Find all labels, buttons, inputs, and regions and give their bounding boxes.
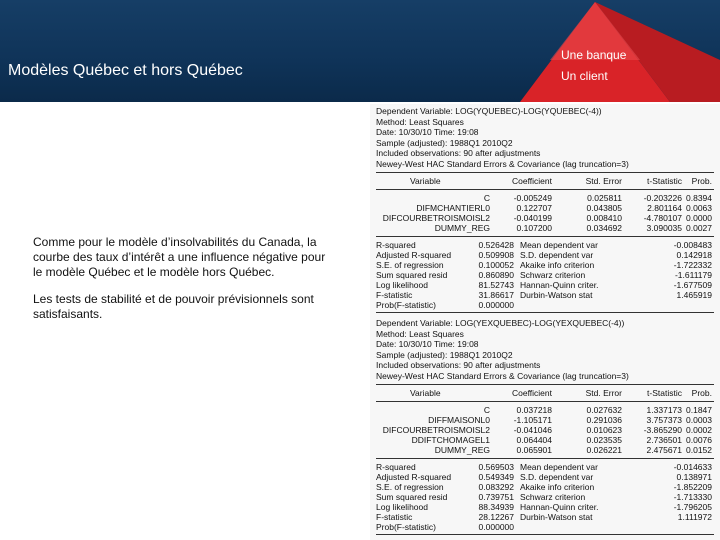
table-rule xyxy=(376,189,714,190)
column-header: Std. Error xyxy=(585,388,622,398)
table-cell: 0.008410 xyxy=(586,213,622,223)
table-cell: 0.1847 xyxy=(686,405,712,415)
table-cell: 2.475671 xyxy=(646,445,682,455)
variable-name-cell: DIFCOURBETROISMOISL2 xyxy=(382,425,490,435)
stat-label: Akaike info criterion xyxy=(520,482,595,492)
table-cell: -0.203226 xyxy=(643,193,682,203)
table-cell: 0.065901 xyxy=(516,445,552,455)
table-rule xyxy=(376,172,714,173)
stat-label: S.D. dependent var xyxy=(520,472,594,482)
output-header-line: Newey-West HAC Standard Errors & Covariance (lag truncation=3) xyxy=(376,370,629,381)
regression-output-hors-quebec xyxy=(370,316,720,540)
column-header: Std. Error xyxy=(585,176,622,186)
output-header-line: Method: Least Squares xyxy=(376,116,464,127)
stat-value: 0.000000 xyxy=(478,522,514,532)
stat-value: 0.569503 xyxy=(478,462,514,472)
stat-label: Mean dependent var xyxy=(520,240,598,250)
output-header-line: Dependent Variable: LOG(YQUEBEC)-LOG(YQUEBEC(-4)) xyxy=(376,106,602,116)
stat-value: 31.86617 xyxy=(478,290,514,300)
table-cell: 0.8394 xyxy=(686,193,712,203)
output-header-line: Newey-West HAC Standard Errors & Covariance (lag truncation=3) xyxy=(376,158,629,169)
variable-name-cell: C xyxy=(483,193,490,203)
column-header: t-Statistic xyxy=(647,176,682,186)
stat-value: -0.008483 xyxy=(673,240,712,250)
stat-label: F-statistic xyxy=(376,290,413,300)
table-cell: 0.027632 xyxy=(586,405,622,415)
stat-label: Akaike info criterion xyxy=(520,260,595,270)
regression-output-quebec xyxy=(370,104,720,316)
stat-value: 0.083292 xyxy=(478,482,514,492)
table-cell: 0.023535 xyxy=(586,435,622,445)
stat-value: 0.549349 xyxy=(478,472,514,482)
output-header-line: Included observations: 90 after adjustments xyxy=(376,360,541,370)
column-header: Variable xyxy=(410,176,441,186)
stat-value: 0.142918 xyxy=(676,250,712,260)
table-cell: 0.0063 xyxy=(686,203,712,213)
stat-label: R-squared xyxy=(376,240,416,250)
stat-label: S.E. of regression xyxy=(376,482,444,492)
stat-label: Adjusted R-squared xyxy=(376,250,452,260)
output-header-line: Date: 10/30/10 Time: 19:08 xyxy=(376,339,479,349)
column-header: Prob. xyxy=(691,176,712,186)
tagline-client: Un client xyxy=(561,69,608,83)
stat-label: Log likelihood xyxy=(376,280,428,290)
variable-name-cell: DIFFMAISONL0 xyxy=(428,415,490,425)
stat-label: Log likelihood xyxy=(376,502,428,512)
page-title: Modèles Québec et hors Québec xyxy=(8,62,243,79)
stat-label: Hannan-Quinn criter. xyxy=(520,502,599,512)
table-cell: 0.037218 xyxy=(516,405,552,415)
table-cell: -0.005249 xyxy=(513,193,552,203)
stat-value: 0.100052 xyxy=(478,260,514,270)
variable-name-cell: DUMMY_REG xyxy=(434,445,490,455)
table-cell: 0.010623 xyxy=(586,425,622,435)
table-cell: 0.034692 xyxy=(586,223,622,233)
stat-value: 0.138971 xyxy=(676,472,712,482)
tagline-bank: Une banque xyxy=(561,48,627,62)
paragraph-stability: Les tests de stabilité et de pouvoir prévisionnels sont satisfaisants. xyxy=(33,292,314,321)
stat-label: Schwarz criterion xyxy=(520,492,586,502)
variable-name-cell: C xyxy=(483,405,490,415)
table-cell: 0.291036 xyxy=(586,415,622,425)
stat-value: 0.860890 xyxy=(478,270,514,280)
table-cell: 3.757373 xyxy=(646,415,682,425)
stat-value: 0.739751 xyxy=(478,492,514,502)
table-cell: 0.107200 xyxy=(516,223,552,233)
table-cell: 1.337173 xyxy=(646,405,682,415)
table-cell: 0.025811 xyxy=(587,193,622,203)
table-cell: -0.041046 xyxy=(513,425,552,435)
output-header-line: Included observations: 90 after adjustments xyxy=(376,148,541,158)
variable-name-cell: DDIFTCHOMAGEL1 xyxy=(411,435,490,445)
output-header-line: Method: Least Squares xyxy=(376,328,464,339)
stat-label: S.D. dependent var xyxy=(520,250,594,260)
stat-label: Sum squared resid xyxy=(376,270,448,280)
stat-value: 0.509908 xyxy=(478,250,514,260)
table-rule xyxy=(376,236,714,237)
variable-name-cell: DIFMCHANTIERL0 xyxy=(416,203,490,213)
table-cell: 0.122707 xyxy=(516,203,552,213)
column-header: Prob. xyxy=(691,388,712,398)
stat-value: -1.677509 xyxy=(673,280,712,290)
table-cell: -4.780107 xyxy=(643,213,682,223)
stat-label: R-squared xyxy=(376,462,416,472)
stat-value: -1.722332 xyxy=(673,260,712,270)
stat-label: Sum squared resid xyxy=(376,492,448,502)
table-cell: 0.0003 xyxy=(686,415,712,425)
stat-label: S.E. of regression xyxy=(376,260,444,270)
stat-value: -1.796205 xyxy=(673,502,712,512)
table-cell: -3.865290 xyxy=(643,425,682,435)
stat-label: Prob(F-statistic) xyxy=(376,522,436,532)
table-rule xyxy=(376,384,714,385)
stat-label: Durbin-Watson stat xyxy=(520,512,593,522)
stat-value: 1.111972 xyxy=(677,512,712,522)
stat-label: F-statistic xyxy=(376,512,413,522)
table-cell: 2.801164 xyxy=(647,203,682,213)
table-rule xyxy=(376,534,714,535)
table-cell: 0.026221 xyxy=(586,445,622,455)
table-cell: 0.0000 xyxy=(686,213,712,223)
table-cell: -0.040199 xyxy=(513,213,552,223)
stat-value: -1.852209 xyxy=(673,482,712,492)
table-rule xyxy=(376,401,714,402)
column-header: Coefficient xyxy=(511,176,552,186)
stat-value: 88.34939 xyxy=(478,502,514,512)
table-cell: 0.064404 xyxy=(516,435,552,445)
stat-value: -1.713330 xyxy=(673,492,712,502)
table-rule xyxy=(376,312,714,313)
table-cell: 0.0076 xyxy=(686,435,712,445)
table-cell: 3.090035 xyxy=(646,223,682,233)
variable-name-cell: DIFCOURBETROISMOISL2 xyxy=(382,213,490,223)
table-cell: -1.105171 xyxy=(513,415,552,425)
stat-value: -0.014633 xyxy=(673,462,712,472)
output-header-line: Dependent Variable: LOG(YEXQUEBEC)-LOG(YEXQUEBEC(-4)) xyxy=(376,318,625,328)
paragraph-interest-rate: Comme pour le modèle d’insolvabilités du Canada, la courbe des taux d’intérêt a une influence négative pour le modèle Québec et le modèle hors Québec. xyxy=(33,235,326,279)
column-header: Coefficient xyxy=(511,388,552,398)
stat-label: Schwarz criterion xyxy=(520,270,586,280)
stat-value: 28.12267 xyxy=(478,512,514,522)
stat-label: Durbin-Watson stat xyxy=(520,290,593,300)
column-header: t-Statistic xyxy=(647,388,682,398)
column-header: Variable xyxy=(410,388,441,398)
table-cell: 0.043805 xyxy=(586,203,622,213)
stat-value: 81.52743 xyxy=(478,280,514,290)
table-cell: 0.0027 xyxy=(686,223,712,233)
output-header-line: Sample (adjusted): 1988Q1 2010Q2 xyxy=(376,349,513,360)
stat-value: 1.465919 xyxy=(676,290,712,300)
table-rule xyxy=(376,458,714,459)
table-cell: 0.0152 xyxy=(686,445,712,455)
output-header-line: Date: 10/30/10 Time: 19:08 xyxy=(376,127,479,137)
table-cell: 2.736501 xyxy=(646,435,682,445)
table-cell: 0.0002 xyxy=(686,425,712,435)
stat-label: Prob(F-statistic) xyxy=(376,300,436,310)
variable-name-cell: DUMMY_REG xyxy=(434,223,490,233)
output-header-line: Sample (adjusted): 1988Q1 2010Q2 xyxy=(376,137,513,148)
stat-value: -1.611179 xyxy=(674,270,712,280)
stat-value: 0.000000 xyxy=(478,300,514,310)
header-banner xyxy=(0,0,720,102)
stat-label: Hannan-Quinn criter. xyxy=(520,280,599,290)
stat-value: 0.526428 xyxy=(478,240,514,250)
stat-label: Adjusted R-squared xyxy=(376,472,452,482)
stat-label: Mean dependent var xyxy=(520,462,598,472)
